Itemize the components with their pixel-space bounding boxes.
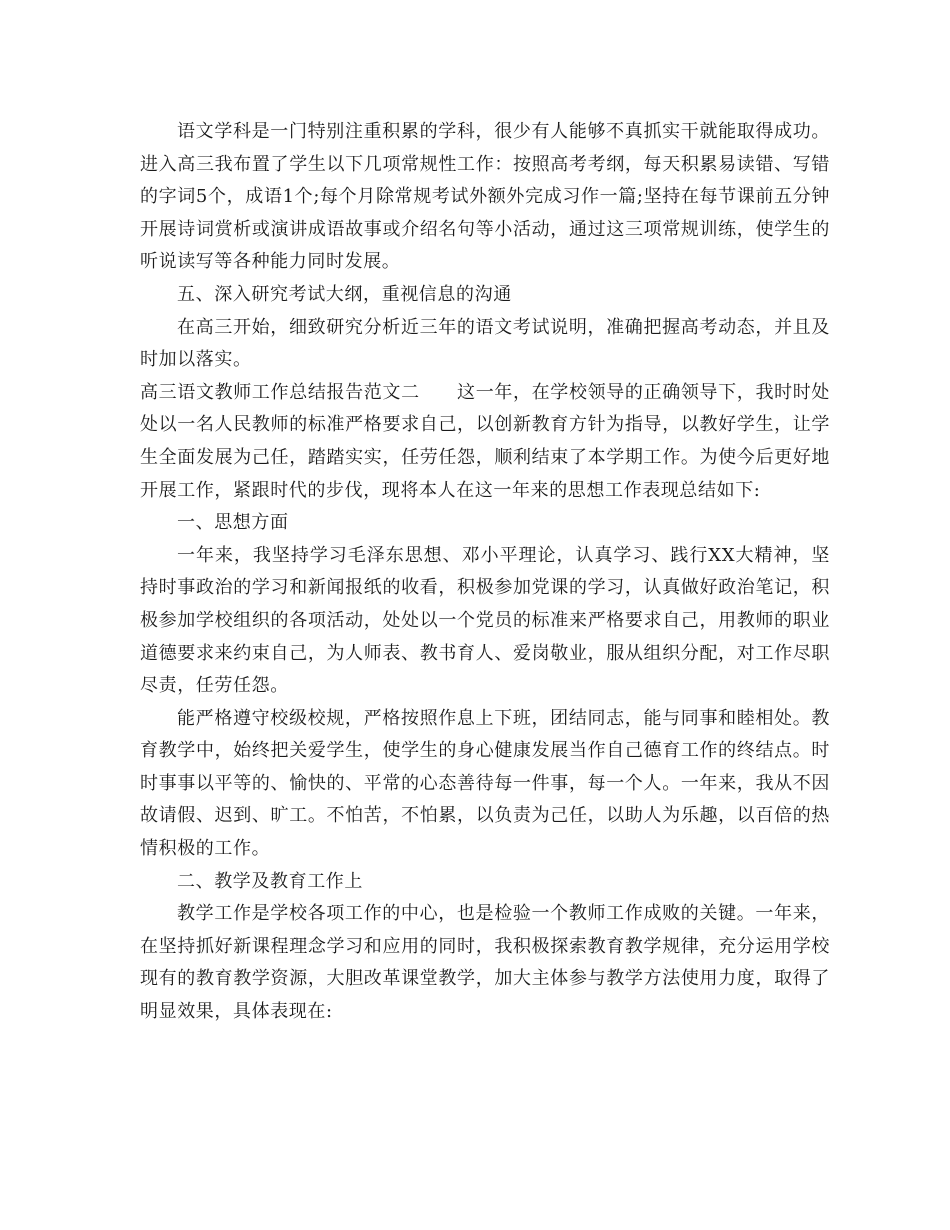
paragraph-teaching-work: 教学工作是学校各项工作的中心，也是检验一个教师工作成败的关键。一年来，在坚持抓好新课程理念学习和应用的同时，我积极探索教育教学规律，充分运用学校现有的教育教学资源，大胆改革课堂教学，加大主体参与教学方法使用力度，取得了明显效果，具体表现在: (140, 903, 830, 1023)
heading-teaching: 二、教学及教育工作上 (177, 870, 363, 892)
paragraph-accumulation: 语文学科是一门特别注重积累的学科，很少有人能够不真抓实干就能取得成功。进入高三我布置了学生以下几项常规性工作：按照高考考纲，每天积累易读错、写错的字词5个，成语1个;每个月除常规考试外额外完成习作一篇;坚持在每节课前五分钟开展诗词赏析或演讲成语故事或介绍名句等小活动，通过这三项常规训练，使学生的听说读写等各种能力同时发展。 (140, 121, 830, 273)
heading-ideology: 一、思想方面 (177, 512, 289, 534)
heading-exam-outline: 五、深入研究考试大纲，重视信息的沟通 (177, 283, 512, 305)
paragraph-report-two-intro: 高三语文教师工作总结报告范文二 这一年，在学校领导的正确领导下，我时时处处以一名人民教师的标准严格要求自己，以创新教育方针为指导，以教好学生，让学生全面发展为己任，踏踏实实，任劳任怨，顺利结束了本学期工作。为使今后更好地开展工作，紧跟时代的步伐，现将本人在这一年来的思想工作表现总结如下: (140, 381, 830, 501)
paragraph-ideology-study: 一年来，我坚持学习毛泽东思想、邓小平理论，认真学习、践行XX大精神，坚持时事政治的学习和新闻报纸的收看，积极参加党课的学习，认真做好政治笔记，积极参加学校组织的各项活动，处处以一个党员的标准来严格要求自己，用教师的职业道德要求来约束自己，为人师表、教书育人、爱岗敬业，服从组织分配，对工作尽职尽责，任劳任怨。 (140, 544, 830, 697)
paragraph-discipline: 能严格遵守校级校规，严格按照作息上下班，团结同志，能与同事和睦相处。教育教学中，始终把关爱学生，使学生的身心健康发展当作自己德育工作的终结点。时时事事以平等的、愉快的、平常的心态善待每一件事，每一个人。一年来，我从不因故请假、迟到、旷工。不怕苦，不怕累，以负责为己任，以助人为乐趣，以百倍的热情积极的工作。 (140, 707, 830, 860)
document-body (140, 116, 830, 1029)
paragraph-exam-research: 在高三开始，细致研究分析近三年的语文考试说明，准确把握高考动态，并且及时加以落实。 (140, 316, 830, 371)
